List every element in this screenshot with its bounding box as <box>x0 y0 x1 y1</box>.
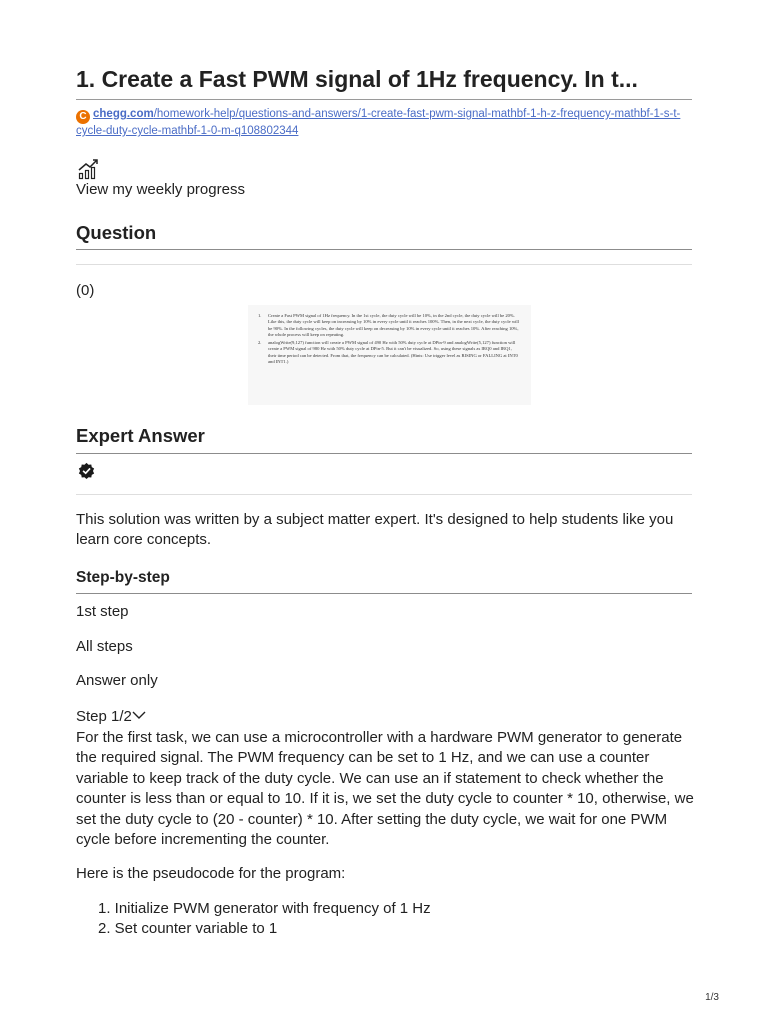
list-item: 2. Set counter variable to 1 <box>98 920 278 938</box>
title-divider <box>76 99 692 100</box>
question-item-text: analogWrite(9,127) function will create a PWM signal of 490 Hz with 50% duty cycle at DPin-9 and analogWrite(5,127) function will create a PWM signal of 980 Hz with 50% duty cycle at DPin-5. But it can't be visualized. So, using these signals as IRQ0 and IRQ1, their time period can be detected. From that, the frequency can be calculated. (Hints: Use trigger level as RISING or FALLING at INT0 and INT1.) <box>268 340 518 365</box>
source-link-row <box>76 107 696 138</box>
expert-answer-divider <box>76 453 692 454</box>
page-title: 1. Create a Fast PWM signal of 1Hz frequency. In t... <box>76 66 638 92</box>
question-item-number: 2. <box>258 340 262 346</box>
list-item: 1. Initialize PWM generator with frequency of 1 Hz <box>98 900 431 917</box>
page-number: 1/3 <box>705 992 719 1003</box>
source-domain: chegg.com <box>93 108 154 120</box>
verified-badge-icon <box>78 462 95 479</box>
weekly-progress-link[interactable]: View my weekly progress <box>76 181 245 198</box>
expert-answer-intro: This solution was written by a subject matter expert. It's designed to help students like you learn core concepts. <box>76 511 674 549</box>
question-rating: (0) <box>76 282 95 299</box>
pseudocode-list <box>76 899 431 940</box>
question-item-text: Create a Fast PWM signal of 1Hz frequency. In the 1st cycle, the duty cycle will be 10%, in the 2nd cycle, the duty cycle will be 20%. Like this, the duty cycle will keep on increasing by 10% in every cycle until it reaches 100%. Then, in the next cycle, the duty cycle will be 90%. In the following cycles, the duty cycle will keep on decreasing by 10% in every cycle until it reaches 10%. After reaching 10%, the whole process will keep on repeating. <box>268 313 519 337</box>
question-item-number: 1. <box>258 313 262 318</box>
tab-all-steps[interactable]: All steps <box>76 638 133 655</box>
tab-first-step[interactable]: 1st step <box>76 603 129 620</box>
question-heading: Question <box>76 222 157 243</box>
question-divider <box>76 249 692 250</box>
step-body: For the first task, we can use a microcontroller with a hardware PWM generator to generate the required signal. The PWM frequency can be set to 1 Hz, and we can use a counter variable to keep track of the duty cycle. We can use an if statement to check whether the counter is less than or equal to 10. If it is, we set the duty cycle to counter * 10, otherwise, we set the duty cycle to (20 - counter) * 10. After setting the duty cycle, we wait for one PWM cycle before incrementing the counter. <box>76 729 694 849</box>
step-by-step-divider <box>76 593 692 594</box>
question-image <box>248 305 531 405</box>
expert-answer-heading: Expert Answer <box>76 425 205 446</box>
question-image-item <box>258 313 521 338</box>
pseudocode-intro: Here is the pseudocode for the program: <box>76 865 346 882</box>
bar-chart-trend-icon[interactable] <box>77 158 99 180</box>
tab-answer-only[interactable]: Answer only <box>76 672 158 689</box>
step-selector-label: Step 1/2 <box>76 708 132 725</box>
chegg-logo-icon: C <box>76 110 90 124</box>
step-selector[interactable] <box>76 708 146 725</box>
source-url-link[interactable] <box>76 108 680 137</box>
question-image-item <box>258 340 521 365</box>
question-subdivider <box>76 264 692 265</box>
chevron-down-icon <box>132 710 146 720</box>
step-by-step-heading: Step-by-step <box>76 569 170 586</box>
expert-answer-subdivider <box>76 494 692 495</box>
source-path: /homework-help/questions-and-answers/1-create-fast-pwm-signal-mathbf-1-h-z-frequency-mathbf-1-s-t-cycle-duty-cycle-mathbf-1-0-m-q108802344 <box>76 108 681 137</box>
